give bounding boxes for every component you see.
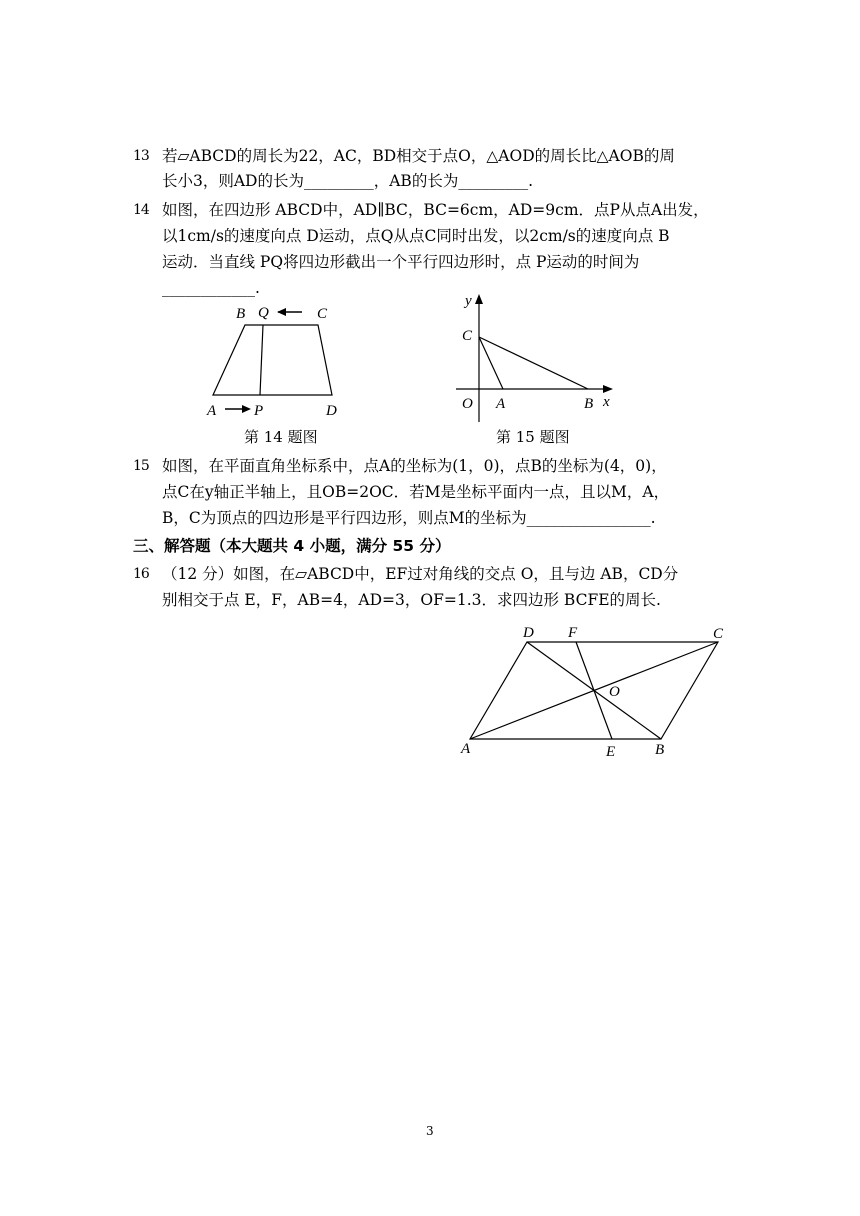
segment-pq <box>260 325 263 395</box>
label-d: D <box>326 403 337 419</box>
question-13-line-1: 若▱ABCD的周长为22，AC，BD相交于点O，△AOD的周长比△AOB的周 <box>162 147 675 165</box>
label-a: A <box>207 403 217 419</box>
label-e: E <box>606 744 616 760</box>
label-b: B <box>236 306 246 322</box>
question-15-line-1: 如图，在平面直角坐标系中，点A的坐标为(1，0)，点B的坐标为(4，0)， <box>162 457 667 475</box>
page-number: 3 <box>426 1124 434 1138</box>
label-b: B <box>584 396 594 412</box>
label-o: O <box>609 684 620 700</box>
label-b: B <box>655 742 665 758</box>
segment-cb <box>479 337 588 389</box>
label-p: P <box>254 403 264 419</box>
question-16-line-2: 别相交于点 E，F，AB=4，AD=3，OF=1.3．求四边形 BCFE的周长. <box>162 591 661 609</box>
label-a: A <box>496 396 506 412</box>
question-14-line-3: 运动．当直线 PQ将四边形截出一个平行四边形时，点 P运动的时间为 <box>162 253 640 271</box>
label-o: O <box>462 396 473 412</box>
question-14-number: 14 <box>133 202 149 218</box>
figure-16-parallelogram <box>455 618 735 763</box>
label-c: C <box>713 626 724 642</box>
question-14-line-1: 如图，在四边形 ABCD中，AD∥BC，BC=6cm，AD=9cm．点P从点A出发， <box>162 201 709 219</box>
y-axis-arrow <box>475 294 483 304</box>
question-15-number: 15 <box>133 458 149 474</box>
segment-ca <box>479 337 503 389</box>
label-q: Q <box>258 305 269 321</box>
label-d: D <box>523 625 534 641</box>
figure-15-coordinate-plane <box>448 288 628 428</box>
figure-14-trapezoid <box>195 298 355 423</box>
question-15-line-2: 点C在y轴正半轴上，且OB=2OC．若M是坐标平面内一点，且以M，A， <box>162 483 670 501</box>
segment-ef <box>576 642 612 739</box>
trapezoid-abcd <box>213 325 332 395</box>
x-axis-arrow <box>603 385 613 393</box>
question-15-line-3: B，C为顶点的四边形是平行四边形，则点M的坐标为________________. <box>162 509 656 527</box>
question-13-line-2: 长小3，则AD的长为_________，AB的长为_________. <box>162 172 533 190</box>
figure-14-caption: 第 14 题图 <box>244 428 318 446</box>
label-c: C <box>462 328 473 344</box>
figure-15-caption: 第 15 题图 <box>496 428 570 446</box>
question-16-number: 16 <box>133 566 149 582</box>
label-c: C <box>317 306 328 322</box>
question-14-line-4: ____________. <box>162 279 260 297</box>
label-f: F <box>568 625 578 641</box>
question-13-number: 13 <box>133 148 149 164</box>
label-x: x <box>603 394 610 410</box>
label-a: A <box>461 741 471 757</box>
arrow-p-head <box>242 405 251 413</box>
label-y: y <box>465 293 472 309</box>
question-14-line-2: 以1cm/s的速度向点 D运动，点Q从点C同时出发，以2cm/s的速度向点 B <box>162 227 670 245</box>
arrow-q-head <box>277 308 286 316</box>
section-3-heading: 三、解答题（本大题共 4 小题，满分 55 分） <box>133 537 451 555</box>
question-16-line-1: （12 分）如图，在▱ABCD中，EF过对角线的交点 O，且与边 AB，CD分 <box>162 565 679 583</box>
